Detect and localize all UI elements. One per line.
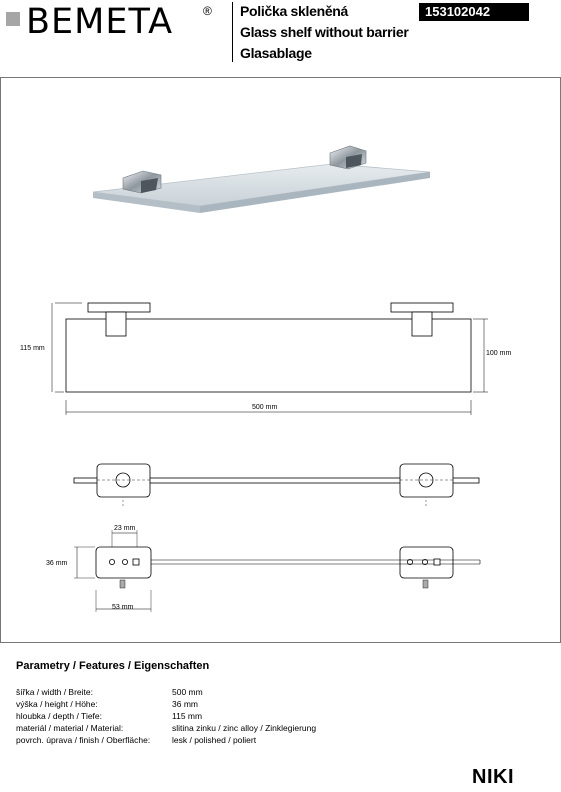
right-bracket-icon [330,146,366,169]
spec-value-depth: 115 mm [172,711,203,721]
dim-height-right: 100 mm [486,350,512,357]
spec-label-depth: hloubka / depth / Tiefe: [16,711,103,721]
dim-bracket-height: 36 mm [46,560,68,567]
bracket-view [74,530,480,612]
top-view [74,464,479,506]
spec-label-height: výška / height / Höhe: [16,699,98,709]
dim-depth-left: 115 mm [20,345,45,352]
dim-bracket-width: 53 mm [112,604,134,611]
spec-label-width: šířka / width / Breite: [16,687,93,697]
spec-label-finish: povrch. úprava / finish / Oberfläche: [16,735,151,745]
spec-value-height: 36 mm [172,699,198,709]
front-elevation [52,303,488,415]
product-photo [93,146,430,213]
spec-label-material: materiál / material / Material: [16,723,124,733]
left-bracket-icon [123,171,161,193]
dim-hole-spacing: 23 mm [114,525,136,532]
spec-value-finish: lesk / polished / poliert [172,735,257,745]
registered-mark: ® [203,4,212,18]
title-de: Glasablage [240,45,312,61]
product-code-badge: 153102042 [419,3,529,21]
spec-value-material: slitina zinku / zinc alloy / Zinklegierung [172,723,317,733]
title-cz: Polička skleněná [240,3,349,19]
series-name: NIKI [472,766,514,788]
specs-title: Parametry / Features / Eigenschaften [16,660,210,672]
logo-text: BEMETA [26,2,174,42]
spec-value-width: 500 mm [172,687,203,697]
dim-width: 500 mm [252,404,278,411]
title-en: Glass shelf without barrier [240,24,409,40]
